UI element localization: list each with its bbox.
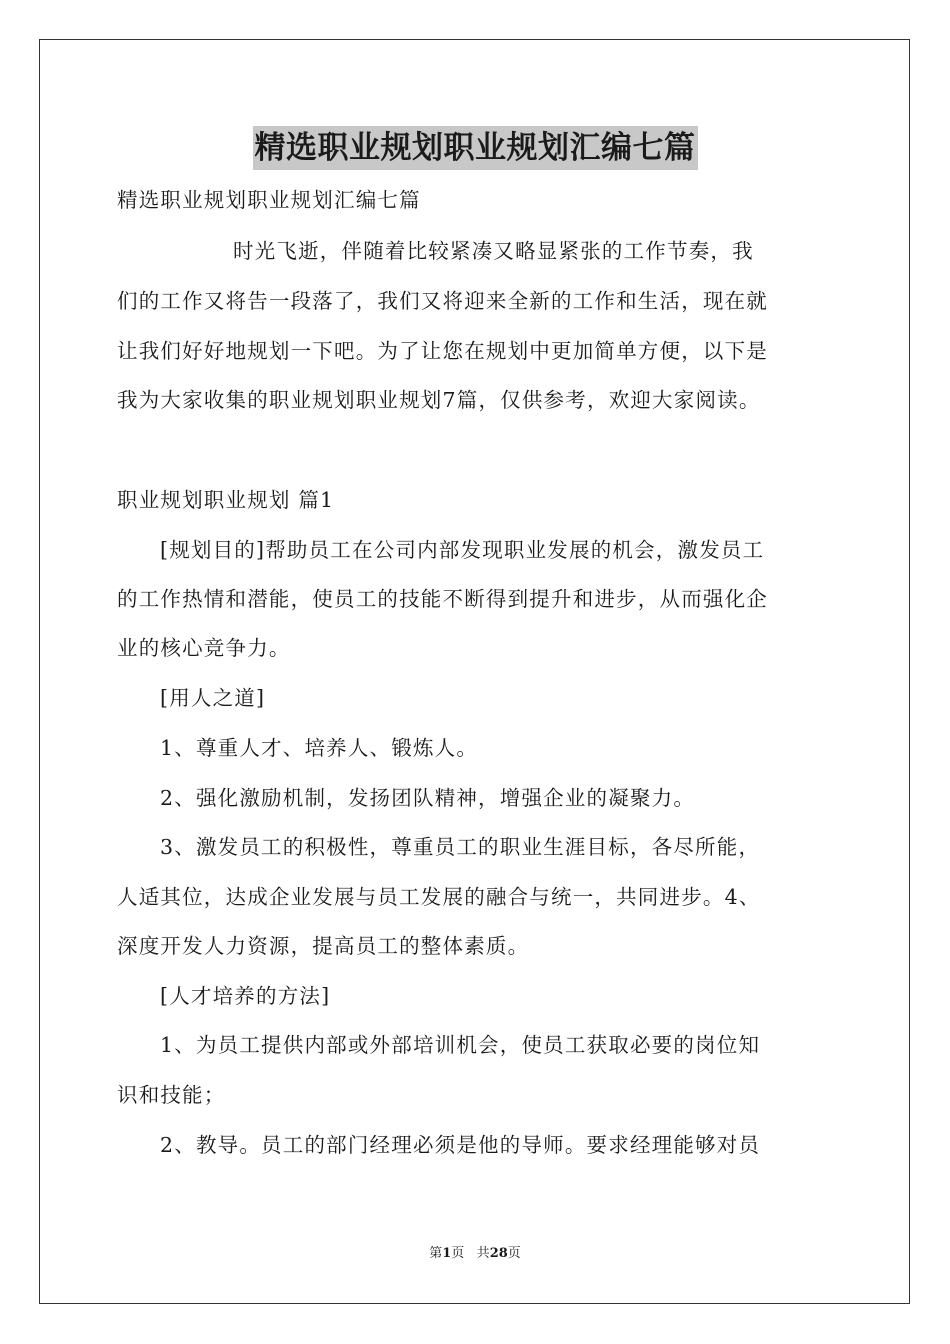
footer-total-pages: 28 (489, 1246, 508, 1261)
section-heading: 职业规划职业规划 篇1 (117, 488, 335, 512)
body-line-4: [用人之道] (160, 686, 266, 710)
footer-prefix: 第 (429, 1246, 443, 1261)
body-line-13: 2、教导。员工的部门经理必须是他的导师。要求经理能够对员 (160, 1133, 761, 1157)
intro-line-4: 我为大家收集的职业规划职业规划7篇，仅供参考，欢迎大家阅读。 (117, 388, 761, 412)
body-line-11: 1、为员工提供内部或外部培训机会，使员工获取必要的岗位知 (160, 1033, 761, 1057)
body-line-5: 1、尊重人才、培养人、锻炼人。 (160, 736, 479, 760)
intro-line-1: 时光飞逝，伴随着比较紧凑又略显紧张的工作节奏，我 (233, 239, 754, 263)
page-border (39, 39, 910, 1304)
page-footer (0, 1245, 950, 1263)
footer-total-prefix: 共 (476, 1246, 490, 1261)
intro-line-3: 让我们好好地规划一下吧。为了让您在规划中更加简单方便，以下是 (117, 339, 768, 363)
body-line-2: 的工作热情和潜能，使员工的技能不断得到提升和进步，从而强化企 (117, 587, 768, 611)
body-line-7: 3、激发员工的积极性，尊重员工的职业生涯目标，各尽所能， (160, 835, 761, 859)
body-line-9: 深度开发人力资源，提高员工的整体素质。 (117, 934, 530, 958)
footer-total-suffix: 页 (507, 1246, 521, 1261)
intro-line-2: 们的工作又将告一段落了，我们又将迎来全新的工作和生活，现在就 (117, 289, 768, 313)
body-line-1: [规划目的]帮助员工在公司内部发现职业发展的机会，激发员工 (160, 538, 765, 562)
subtitle-line: 精选职业规划职业规划汇编七篇 (117, 188, 421, 212)
body-line-12: 识和技能； (117, 1083, 226, 1107)
document-title: 精选职业规划职业规划汇编七篇 (253, 126, 698, 170)
title-wrap (0, 126, 950, 170)
body-line-6: 2、强化激励机制，发扬团队精神，增强企业的凝聚力。 (160, 786, 696, 810)
body-line-8: 人适其位，达成企业发展与员工发展的融合与统一，共同进步。4、 (117, 885, 761, 909)
body-line-3: 业的核心竞争力。 (117, 636, 291, 660)
footer-page-suffix: 页 (451, 1246, 465, 1261)
footer-page-number: 1 (442, 1246, 452, 1261)
body-line-10: [人才培养的方法] (160, 984, 331, 1008)
